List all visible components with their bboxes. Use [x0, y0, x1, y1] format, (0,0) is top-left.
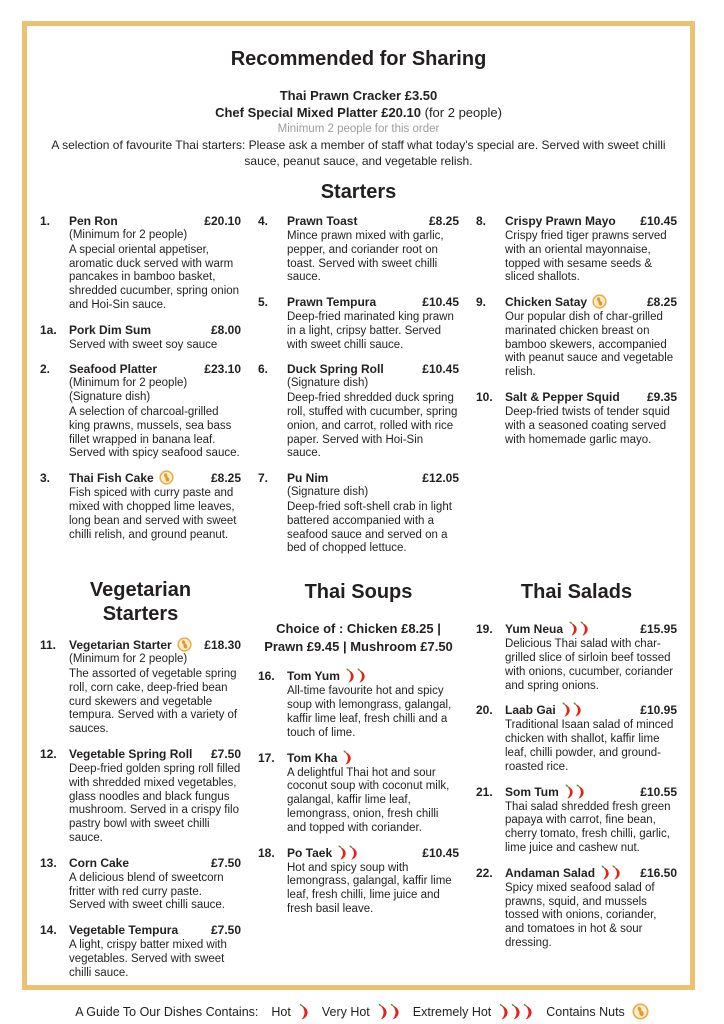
item-price: £9.35	[646, 390, 677, 405]
chilli-icon	[498, 1003, 509, 1020]
sharing-item-prawn-cracker: Thai Prawn Cracker £3.50	[279, 88, 438, 103]
item-header	[258, 471, 459, 486]
item-header	[258, 295, 459, 310]
item-header	[258, 669, 459, 684]
chilli-icon	[564, 784, 574, 799]
guide-contains-nuts-label: Contains Nuts	[546, 1004, 625, 1019]
thai-salads-items	[476, 622, 677, 951]
item-name: Tom Kha	[287, 750, 338, 765]
sharing-minimum-note: Minimum 2 people for this order	[277, 123, 440, 136]
guide-extremely-hot-label: Extremely Hot	[412, 1004, 492, 1019]
item-number: 8.	[476, 213, 487, 228]
item-number: 17.	[258, 750, 275, 765]
thai-soups-items	[258, 669, 459, 916]
item-name: Salt & Pepper Squid	[505, 390, 620, 405]
item-description: A selection of charcoal-grilled king prawns, mussels, sea bass fillet wrapped in banana leaf. Served with spicy seafood sauce.	[69, 406, 240, 460]
chilli-icon	[389, 1003, 400, 1020]
item-header	[40, 747, 241, 762]
item-price: £12.05	[422, 471, 459, 486]
item-price: £18.30	[204, 638, 241, 653]
item-note: (Signature dish)	[287, 486, 369, 499]
item-icons	[561, 702, 582, 717]
item-header	[258, 751, 459, 766]
item-number: 13.	[40, 855, 57, 870]
chilli-icon	[510, 1003, 521, 1020]
item-number: 16.	[258, 669, 275, 684]
item-description: Deep-fried soft-shell crab in light battered accompanied with a seafood sauce and served on a bed of chopped lettuce.	[287, 501, 452, 555]
chilli-icon	[579, 621, 589, 636]
guide-extremely-hot	[413, 1003, 534, 1020]
item-description: The assorted of vegetable spring roll, corn cake, deep-fried bean curd skewers and vegetable tempura. Served with a variety of sauces.	[69, 668, 238, 736]
item-header	[476, 785, 677, 800]
menu-page-border	[22, 21, 695, 990]
item-description: Delicious Thai salad with char-grilled slice of sirloin beef tossed with onions, cucumber, coriander and spring onions.	[505, 638, 674, 692]
soups-choice-line-2: Prawn £9.45 | Mushroom £7.50	[264, 638, 453, 654]
nut-icon	[177, 637, 192, 652]
thai-salads-section	[476, 578, 677, 990]
item-header	[476, 622, 677, 637]
item-description: Mince prawn mixed with garlic, pepper, and coriander root on toast. Served with sweet chilli sauce.	[287, 229, 444, 284]
item-number: 21.	[476, 784, 493, 799]
item-header	[40, 323, 241, 338]
item-number: 1.	[40, 213, 51, 228]
guide-extremely-hot-icons	[498, 1003, 533, 1020]
starters-column-3	[476, 214, 677, 566]
chilli-icon	[337, 845, 347, 860]
guide-contains-nuts	[546, 1003, 649, 1020]
item-header	[40, 214, 241, 229]
item-number: 11.	[40, 638, 57, 653]
item-price: £10.45	[422, 845, 459, 860]
lower-columns	[37, 578, 680, 990]
item-header	[40, 923, 241, 938]
item-description: Deep-fried marinated king prawn in a light, cripsy batter. Served with sweet chilli sauce.	[287, 311, 454, 351]
item-name: Corn Cake	[69, 855, 130, 870]
item-price: £20.10	[204, 213, 241, 228]
chilli-icon	[356, 668, 366, 683]
item-price: £10.55	[640, 784, 677, 799]
nut-icon	[159, 470, 174, 485]
item-header	[40, 471, 241, 486]
item-header	[476, 390, 677, 405]
menu-item	[258, 846, 459, 917]
sharing-item-mixed-platter	[37, 104, 680, 121]
item-name: Yum Neua	[505, 622, 564, 637]
menu-item	[258, 471, 459, 556]
soups-choice-note	[264, 620, 453, 655]
vegetarian-starters-section	[40, 578, 241, 990]
item-price: £23.10	[204, 362, 241, 377]
item-number: 19.	[476, 622, 493, 637]
item-icons	[568, 621, 589, 636]
item-description: A special oriental appetiser, aromatic duck served with warm pancakes in bamboo basket, shredded cucumber, spring onion and Hoi-Sin sauce.	[69, 243, 240, 311]
item-header	[258, 846, 459, 861]
item-name: Seafood Platter	[69, 362, 158, 377]
item-price: £8.25	[428, 213, 459, 228]
item-price: £8.00	[210, 322, 241, 337]
menu-item	[476, 785, 677, 856]
item-icons	[592, 294, 607, 309]
menu-item	[476, 390, 677, 447]
menu-item	[258, 669, 459, 740]
item-price: £8.25	[210, 471, 241, 486]
guide-intro-text: A Guide To Our Dishes Contains:	[75, 1004, 259, 1019]
item-price: £15.95	[640, 622, 677, 637]
menu-item	[258, 362, 459, 461]
item-header	[476, 866, 677, 881]
item-name: Laab Gai	[505, 703, 556, 718]
item-price: £7.50	[210, 855, 241, 870]
menu-item	[476, 214, 677, 285]
chilli-icon	[342, 750, 352, 765]
item-price: £8.25	[646, 295, 677, 310]
item-number: 22.	[476, 865, 493, 880]
item-header	[476, 703, 677, 718]
item-price: £10.45	[422, 295, 459, 310]
item-name: Thai Fish Cake	[69, 471, 154, 486]
thai-soups-title: Thai Soups	[304, 581, 413, 604]
item-name: Pu Nim	[287, 471, 329, 486]
chilli-icon	[611, 865, 621, 880]
item-header	[40, 362, 241, 377]
item-name: Tom Yum	[287, 669, 340, 684]
item-name: Vegetable Spring Roll	[69, 747, 193, 762]
menu-item	[258, 295, 459, 352]
item-number: 6.	[258, 362, 269, 377]
item-number: 9.	[476, 295, 487, 310]
nut-icon	[592, 294, 607, 309]
guide-hot-label: Hot	[271, 1004, 291, 1019]
thai-salads-title: Thai Salads	[520, 581, 633, 604]
item-icons	[342, 750, 352, 765]
chilli-icon	[600, 865, 610, 880]
item-icons	[177, 637, 192, 652]
item-description: A light, crispy batter mixed with vegetables. Served with sweet chilli sauce.	[69, 939, 227, 979]
item-note: (Signature dish)	[69, 391, 151, 404]
recommended-for-sharing-section	[37, 48, 680, 170]
item-price: £10.45	[422, 362, 459, 377]
item-icons	[600, 865, 621, 880]
item-number: 14.	[40, 923, 57, 938]
soups-choice-line-1: Choice of : Chicken £8.25 |	[276, 621, 441, 637]
item-number: 4.	[258, 213, 269, 228]
item-number: 3.	[40, 471, 51, 486]
item-description: Traditional Isaan salad of minced chicken with shallot, kaffir lime leaf, chilli powder, and ground-roasted rice.	[505, 719, 674, 773]
item-note: (Minimum for 2 people)	[69, 228, 188, 241]
menu-item	[258, 214, 459, 285]
menu-item	[476, 295, 677, 380]
item-name: Som Tum	[505, 784, 559, 799]
dish-guide-legend	[0, 1003, 724, 1020]
item-note: (Signature dish)	[287, 377, 369, 390]
menu-item	[40, 323, 241, 353]
starters-column-2	[258, 214, 459, 566]
menu-item	[476, 703, 677, 774]
chilli-icon	[298, 1003, 309, 1020]
sharing-description: A selection of favourite Thai starters: Please ask a member of staff what today's special are. Served with sweet chilli sauce, peanut sauce, and vegetable relish.	[51, 138, 666, 169]
menu-item	[40, 923, 241, 980]
item-name: Prawn Tempura	[287, 295, 377, 310]
item-header	[258, 214, 459, 229]
item-description: All-time favourite hot and spicy soup with lemongrass, galangal, kaffir lime leaf, fresh chilli and a touch of lime.	[287, 685, 452, 739]
item-price: £10.95	[640, 703, 677, 718]
item-header	[476, 295, 677, 310]
menu-item	[40, 638, 241, 737]
chilli-icon	[348, 845, 358, 860]
chilli-icon	[377, 1003, 388, 1020]
mixed-platter-serving-note: (for 2 people)	[421, 105, 502, 121]
item-description: Spicy mixed seafood salad of prawns, squid, and mussels tossed with onions, coriander, and tomatoes in hot & sour dressing.	[505, 881, 657, 949]
thai-soups-section	[258, 578, 459, 990]
item-icons	[564, 784, 585, 799]
item-description: Thai salad shredded fresh green papaya with carrot, fine bean, cherry tomato, fresh chilli, garlic, lime juice and cashew nut.	[505, 800, 671, 855]
item-icons	[159, 470, 174, 485]
item-header	[258, 362, 459, 377]
item-price: £10.45	[640, 213, 677, 228]
starters-section-title: Starters	[320, 180, 397, 203]
item-name: Pen Ron	[69, 213, 118, 228]
item-name: Vegetarian Starter	[69, 638, 172, 653]
item-header	[40, 638, 241, 653]
item-number: 10.	[476, 390, 493, 405]
item-description: Deep-fried golden spring roll filled with shredded mixed vegetables, glass noodles and black fungus mushroom. Served in a crispy filo pastry bowl with sweet chilli sauce.	[69, 763, 241, 845]
chilli-icon	[568, 621, 578, 636]
chilli-icon	[522, 1003, 533, 1020]
menu-item	[476, 622, 677, 693]
guide-hot	[271, 1003, 308, 1020]
item-description: Served with sweet soy sauce	[69, 338, 218, 351]
item-description: Deep-fried shredded duck spring roll, stuffed with cucumber, spring onion, and carrot, rolled with rice paper. Served with Hoi-Sin sauce.	[287, 392, 458, 460]
item-description: Our popular dish of char-grilled marinated chicken breast on bamboo skewers, accompanied with peanut sauce and vegetable relish.	[505, 311, 674, 379]
item-description: Fish spiced with curry paste and mixed with chopped lime leaves, long bean and served with sweet chilli relish, and ground peanut.	[69, 487, 237, 541]
menu-item	[40, 856, 241, 913]
item-number: 12.	[40, 747, 57, 762]
menu-item	[40, 214, 241, 313]
chilli-icon	[345, 668, 355, 683]
menu-item	[40, 471, 241, 542]
item-price: £7.50	[210, 923, 241, 938]
item-note: (Minimum for 2 people)	[69, 653, 188, 666]
item-description: A delightful Thai hot and sour coconut soup with coconut milk, galangal, kaffir lime leaf, lemongrass, onion, fresh chilli and topped with coriander.	[287, 766, 450, 834]
item-header	[40, 856, 241, 871]
guide-hot-icons	[298, 1003, 309, 1020]
menu-item	[40, 362, 241, 461]
guide-contains-nuts-icons	[632, 1003, 649, 1020]
menu-item	[476, 866, 677, 951]
starters-columns	[37, 214, 680, 566]
item-number: 5.	[258, 295, 269, 310]
menu-item	[258, 751, 459, 836]
item-number: 20.	[476, 703, 493, 718]
item-price: £16.50	[640, 865, 677, 880]
item-icons	[337, 845, 358, 860]
item-description: Crispy fried tiger prawns served with an oriental mayonnaise, topped with sesame seeds & sliced shallots.	[505, 229, 667, 284]
nut-icon	[632, 1003, 649, 1020]
starters-column-1	[40, 214, 241, 566]
item-icons	[345, 668, 366, 683]
item-name: Pork Dim Sum	[69, 322, 152, 337]
mixed-platter-name-price: Chef Special Mixed Platter £20.10	[215, 105, 421, 121]
item-number: 1a.	[40, 322, 57, 337]
vegetarian-starters-items	[40, 638, 241, 990]
guide-very-hot-icons	[377, 1003, 400, 1020]
chilli-icon	[572, 702, 582, 717]
item-number: 7.	[258, 471, 269, 486]
item-name: Vegetable Tempura	[69, 923, 179, 938]
item-number: 2.	[40, 362, 51, 377]
chilli-icon	[575, 784, 585, 799]
item-note: (Minimum for 2 people)	[69, 377, 188, 390]
item-price: £7.50	[210, 747, 241, 762]
vegetarian-starters-title: Vegetarian Starters	[89, 579, 192, 626]
item-description: Deep-fried twists of tender squid with a seasoned coating served with homemade garlic mayo.	[505, 406, 670, 446]
item-header	[476, 214, 677, 229]
item-description: A delicious blend of sweetcorn fritter with red curry paste. Served with sweet chilli sauce.	[69, 871, 225, 912]
guide-very-hot-label: Very Hot	[321, 1004, 370, 1019]
item-name: Chicken Satay	[505, 295, 588, 310]
sharing-section-title: Recommended for Sharing	[230, 48, 487, 70]
menu-item	[40, 747, 241, 846]
item-name: Crispy Prawn Mayo	[505, 213, 616, 228]
item-name: Po Taek	[287, 845, 333, 860]
item-name: Prawn Toast	[287, 213, 358, 228]
chilli-icon	[561, 702, 571, 717]
guide-very-hot	[322, 1003, 400, 1020]
item-name: Duck Spring Roll	[287, 362, 384, 377]
item-description: Hot and spicy soup with lemongrass, galangal, kaffir lime leaf, fresh chilli, lime juice and fresh basil leave.	[287, 861, 452, 915]
item-number: 18.	[258, 845, 275, 860]
menu-content	[27, 26, 690, 990]
item-name: Andaman Salad	[505, 865, 596, 880]
